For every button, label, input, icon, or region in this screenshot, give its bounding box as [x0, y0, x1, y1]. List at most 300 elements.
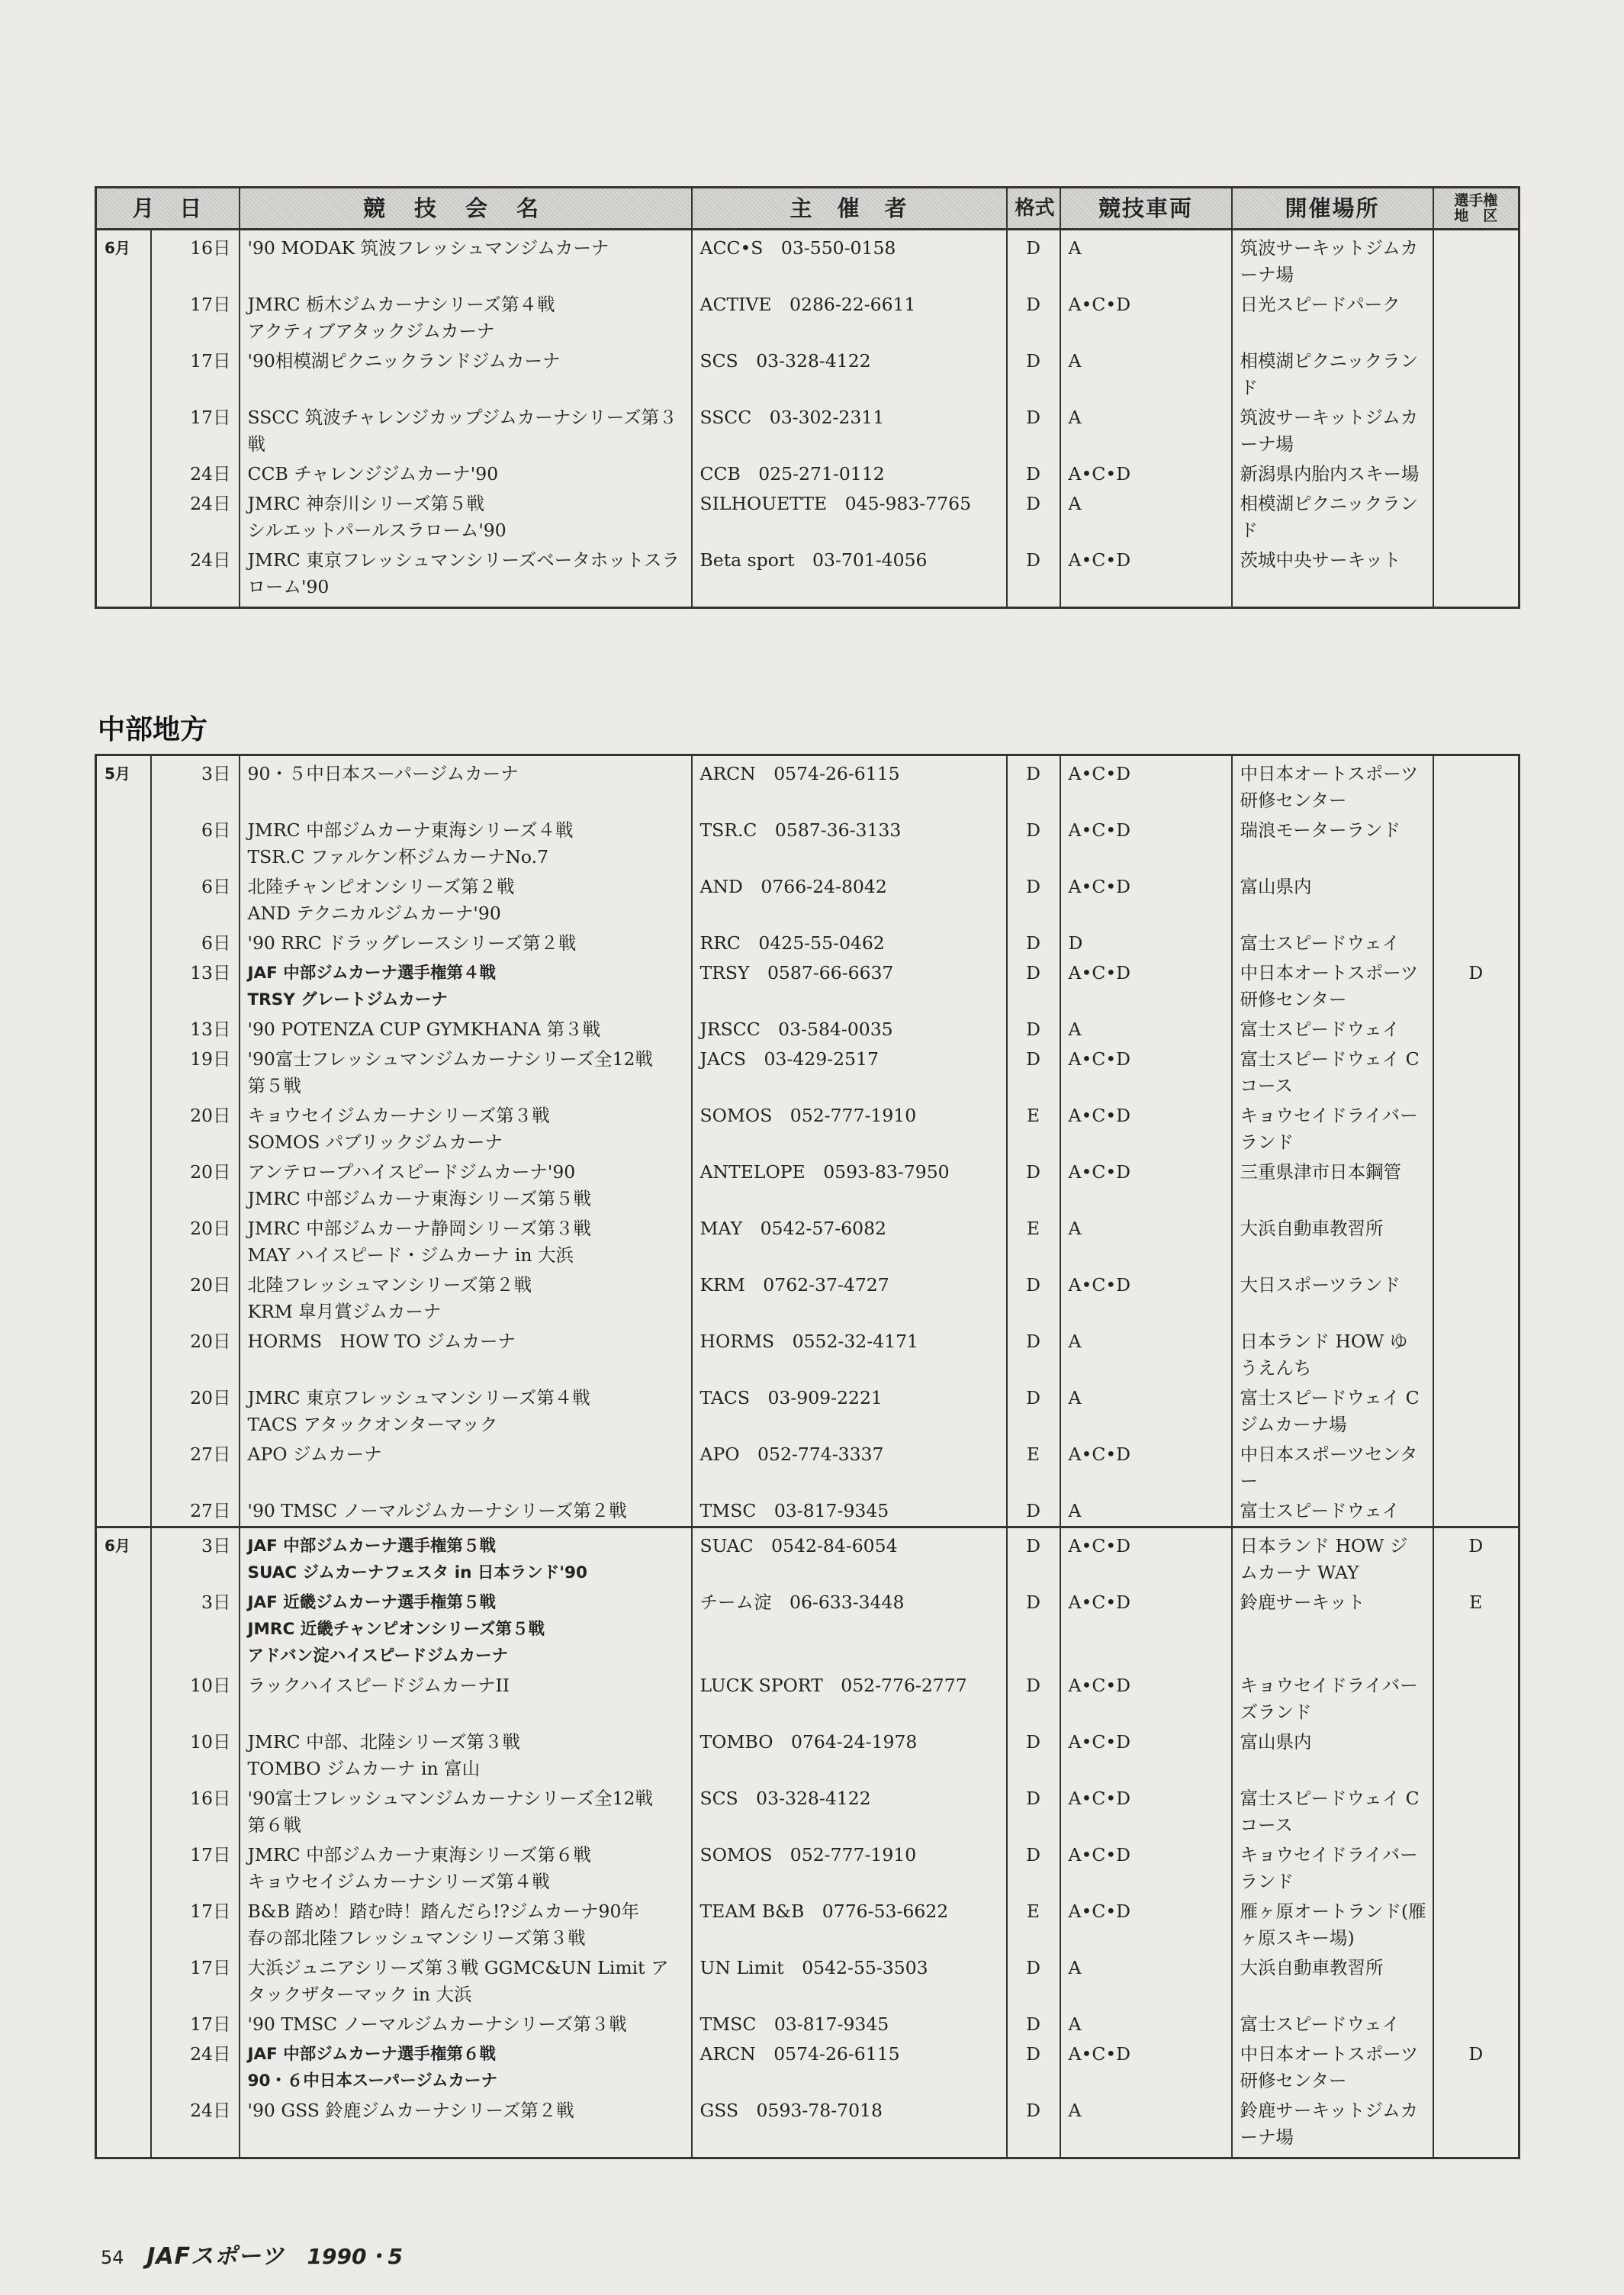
- event-name-cell: [240, 1383, 692, 1440]
- table-row: [96, 489, 1519, 546]
- event-name-cell: [240, 1044, 692, 1101]
- venue-line: 研修センター: [1240, 790, 1347, 811]
- format-cell: D: [1007, 1784, 1060, 1840]
- event-name-line: SOMOS パブリックジムカーナ: [247, 1131, 503, 1153]
- day-cell: 17日: [151, 346, 240, 403]
- event-name-cell: [240, 1784, 692, 1840]
- format-cell: E: [1007, 1214, 1060, 1270]
- championship-region-cell: [1433, 546, 1519, 608]
- venue-cell: [1232, 1953, 1433, 2010]
- organizer-cell: SOMOS 052-777-1910: [692, 1840, 1007, 1897]
- event-name-cell: [240, 1101, 692, 1157]
- event-name-line: '90 RRC ドラッグレースシリーズ第２戦: [247, 932, 577, 954]
- month-cell: [96, 1044, 151, 1101]
- championship-region-cell: D: [1433, 2039, 1519, 2096]
- venue-line: キョウセイドライバー: [1240, 1675, 1418, 1696]
- venue-line: 中日本オートスポーツ: [1240, 2043, 1419, 2065]
- event-name-line: SSCC 筑波チャレンジカップジムカーナシリーズ第３: [247, 407, 677, 428]
- vehicles-cell: D: [1060, 929, 1232, 958]
- championship-region-cell: [1433, 1671, 1519, 1727]
- table-row: [96, 2010, 1519, 2039]
- header-event-name: 競技会名: [240, 188, 692, 230]
- venue-cell: [1232, 1015, 1433, 1044]
- event-name-cell: [240, 958, 692, 1015]
- month-cell: [96, 1157, 151, 1214]
- month-cell: [96, 872, 151, 929]
- venue-line: 日本ランド HOW ジ: [1240, 1535, 1408, 1556]
- venue-line: 相模湖ピクニックラン: [1240, 350, 1419, 372]
- issue-date: 1990・5: [307, 2244, 403, 2269]
- month-cell: [96, 346, 151, 403]
- day-cell: 20日: [151, 1101, 240, 1157]
- header-vehicles: 競技車両: [1060, 188, 1232, 230]
- day-cell: 24日: [151, 546, 240, 608]
- event-name-cell: [240, 1588, 692, 1671]
- month-cell: [96, 459, 151, 489]
- vehicles-cell: A: [1060, 489, 1232, 546]
- month-cell: [96, 1588, 151, 1671]
- vehicles-cell: A: [1060, 1327, 1232, 1383]
- venue-line: 富士スピードウェイ: [1240, 1500, 1400, 1521]
- page-number: 54: [101, 2247, 124, 2268]
- venue-line: ーナ場: [1240, 264, 1294, 285]
- month-cell: [96, 403, 151, 459]
- championship-region-cell: [1433, 1897, 1519, 1953]
- table-row: [96, 816, 1519, 872]
- day-cell: 27日: [151, 1440, 240, 1496]
- event-name-cell: [240, 1496, 692, 1527]
- organizer-cell: ARCN 0574-26-6115: [692, 755, 1007, 816]
- venue-line: 研修センター: [1240, 989, 1347, 1010]
- vehicles-cell: A•C•D: [1060, 1440, 1232, 1496]
- format-cell: D: [1007, 1044, 1060, 1101]
- format-cell: D: [1007, 1527, 1060, 1588]
- schedule-table-kanto: [95, 186, 1520, 609]
- championship-region-cell: [1433, 2010, 1519, 2039]
- month-cell: [96, 816, 151, 872]
- event-name-line: SUAC ジムカーナフェスタ in 日本ランド'90: [247, 1563, 587, 1582]
- organizer-cell: JRSCC 03-584-0035: [692, 1015, 1007, 1044]
- venue-line: 日本ランド HOW ゆ: [1240, 1331, 1408, 1352]
- organizer-cell: TOMBO 0764-24-1978: [692, 1727, 1007, 1784]
- venue-line: ムカーナ WAY: [1240, 1562, 1359, 1583]
- venue-line: コース: [1240, 1075, 1293, 1096]
- day-cell: 10日: [151, 1671, 240, 1727]
- venue-cell: [1232, 958, 1433, 1015]
- table-row: [96, 1383, 1519, 1440]
- format-cell: D: [1007, 1588, 1060, 1671]
- month-cell: 5月: [96, 755, 151, 816]
- vehicles-cell: A•C•D: [1060, 1588, 1232, 1671]
- table-row: [96, 1840, 1519, 1897]
- day-cell: 20日: [151, 1270, 240, 1327]
- day-cell: 3日: [151, 1527, 240, 1588]
- month-cell: [96, 1727, 151, 1784]
- event-name-line: 第５戦: [247, 1075, 301, 1096]
- table-row: [96, 958, 1519, 1015]
- venue-cell: [1232, 1327, 1433, 1383]
- event-name-line: JMRC 中部、北陸シリーズ第３戦: [247, 1731, 520, 1753]
- day-cell: 19日: [151, 1044, 240, 1101]
- venue-line: 富士スピードウェイ C: [1240, 1788, 1420, 1809]
- championship-region-cell: [1433, 1327, 1519, 1383]
- event-name-line: 90・５中日本スーパージムカーナ: [247, 763, 519, 784]
- event-name-line: TSR.C ファルケン杯ジムカーナNo.7: [247, 846, 549, 867]
- table-header-row: [96, 188, 1519, 230]
- organizer-cell: SSCC 03-302-2311: [692, 403, 1007, 459]
- event-name-cell: [240, 1671, 692, 1727]
- event-name-cell: [240, 459, 692, 489]
- vehicles-cell: A•C•D: [1060, 872, 1232, 929]
- venue-line: 富士スピードウェイ: [1240, 1019, 1400, 1040]
- day-cell: 10日: [151, 1727, 240, 1784]
- format-cell: E: [1007, 1101, 1060, 1157]
- table-row: [96, 2039, 1519, 2096]
- event-name-line: '90 POTENZA CUP GYMKHANA 第３戦: [247, 1019, 601, 1040]
- venue-line: ランド: [1240, 1871, 1294, 1892]
- event-name-line: キョウセイジムカーナシリーズ第４戦: [247, 1871, 550, 1892]
- table-row: [96, 459, 1519, 489]
- table-row: [96, 872, 1519, 929]
- vehicles-cell: A: [1060, 1496, 1232, 1527]
- header-region-line2: 地 区: [1454, 208, 1498, 224]
- venue-cell: [1232, 1496, 1433, 1527]
- vehicles-cell: A•C•D: [1060, 1784, 1232, 1840]
- month-cell: [96, 929, 151, 958]
- vehicles-cell: A: [1060, 1214, 1232, 1270]
- page-footer: [101, 2237, 403, 2271]
- venue-cell: [1232, 1784, 1433, 1840]
- organizer-cell: LUCK SPORT 052-776-2777: [692, 1671, 1007, 1727]
- event-name-line: JAF 中部ジムカーナ選手権第４戦: [247, 964, 496, 983]
- organizer-cell: ANTELOPE 0593-83-7950: [692, 1157, 1007, 1214]
- day-cell: 17日: [151, 403, 240, 459]
- day-cell: 24日: [151, 2096, 240, 2158]
- venue-cell: [1232, 1214, 1433, 1270]
- event-name-cell: [240, 1527, 692, 1588]
- format-cell: D: [1007, 403, 1060, 459]
- championship-region-cell: [1433, 1383, 1519, 1440]
- event-name-line: 大浜ジュニアシリーズ第３戦 GGMC&UN Limit ア: [247, 1957, 669, 1978]
- event-name-line: KRM 皐月賞ジムカーナ: [247, 1301, 442, 1322]
- month-cell: [96, 1383, 151, 1440]
- format-cell: D: [1007, 872, 1060, 929]
- championship-region-cell: [1433, 346, 1519, 403]
- event-name-line: B&B 踏め！踏む時！踏んだら!?ジムカーナ90年: [247, 1901, 639, 1922]
- table-row: [96, 1044, 1519, 1101]
- vehicles-cell: A: [1060, 1383, 1232, 1440]
- event-name-line: 北陸フレッシュマンシリーズ第２戦: [247, 1274, 532, 1296]
- venue-line: 富士スピードウェイ: [1240, 2013, 1400, 2035]
- table-row: [96, 1440, 1519, 1496]
- venue-line: 中日本オートスポーツ: [1240, 763, 1419, 784]
- format-cell: D: [1007, 816, 1060, 872]
- organizer-cell: KRM 0762-37-4727: [692, 1270, 1007, 1327]
- venue-line: 研修センター: [1240, 2070, 1347, 2091]
- event-name-cell: [240, 1953, 692, 2010]
- table-row: [96, 1527, 1519, 1588]
- venue-line: 雁ヶ原オートランド(雁: [1240, 1901, 1426, 1922]
- organizer-cell: SCS 03-328-4122: [692, 1784, 1007, 1840]
- format-cell: D: [1007, 1383, 1060, 1440]
- venue-line: ランド: [1240, 1131, 1294, 1153]
- event-name-line: TACS アタックオンターマック: [247, 1414, 498, 1435]
- championship-region-cell: [1433, 1101, 1519, 1157]
- month-cell: 6月: [96, 1527, 151, 1588]
- venue-line: 富士スピードウェイ C: [1240, 1048, 1420, 1070]
- format-cell: E: [1007, 1897, 1060, 1953]
- venue-line: ヶ原スキー場): [1240, 1927, 1355, 1949]
- event-name-line: '90 GSS 鈴鹿ジムカーナシリーズ第２戦: [247, 2100, 574, 2121]
- vehicles-cell: A: [1060, 346, 1232, 403]
- event-name-cell: [240, 872, 692, 929]
- table-row: [96, 1270, 1519, 1327]
- organizer-cell: JACS 03-429-2517: [692, 1044, 1007, 1101]
- vehicles-cell: A•C•D: [1060, 2039, 1232, 2096]
- header-venue: 開催場所: [1232, 188, 1433, 230]
- venue-line: ーナ場: [1240, 2126, 1294, 2148]
- venue-cell: [1232, 546, 1433, 608]
- table-row: [96, 1588, 1519, 1671]
- event-name-cell: [240, 489, 692, 546]
- event-name-cell: [240, 1840, 692, 1897]
- table-row: [96, 1214, 1519, 1270]
- vehicles-cell: A•C•D: [1060, 290, 1232, 346]
- venue-cell: [1232, 230, 1433, 291]
- vehicles-cell: A•C•D: [1060, 958, 1232, 1015]
- day-cell: 16日: [151, 1784, 240, 1840]
- day-cell: 20日: [151, 1214, 240, 1270]
- event-name-cell: [240, 1897, 692, 1953]
- venue-cell: [1232, 459, 1433, 489]
- day-cell: 24日: [151, 2039, 240, 2096]
- organizer-cell: TACS 03-909-2221: [692, 1383, 1007, 1440]
- month-cell: [96, 1784, 151, 1840]
- event-name-line: '90相模湖ピクニックランドジムカーナ: [247, 350, 561, 372]
- vehicles-cell: A: [1060, 1953, 1232, 2010]
- venue-line: 富士スピードウェイ: [1240, 932, 1400, 954]
- event-name-line: '90富士フレッシュマンジムカーナシリーズ全12戦: [247, 1788, 653, 1809]
- venue-cell: [1232, 1588, 1433, 1671]
- month-cell: [96, 1671, 151, 1727]
- venue-line: 三重県津市日本鋼管: [1240, 1161, 1401, 1183]
- section-title-chubu: 中部地方: [98, 714, 208, 745]
- table-row: [96, 290, 1519, 346]
- venue-line: 新潟県内胎内スキー場: [1240, 463, 1420, 484]
- event-name-cell: [240, 1727, 692, 1784]
- venue-line: 中日本オートスポーツ: [1240, 962, 1419, 983]
- format-cell: D: [1007, 1496, 1060, 1527]
- format-cell: D: [1007, 1671, 1060, 1727]
- organizer-cell: AND 0766-24-8042: [692, 872, 1007, 929]
- table-row: [96, 1327, 1519, 1383]
- event-name-line: JMRC 中部ジムカーナ東海シリーズ第６戦: [247, 1844, 592, 1865]
- championship-region-cell: [1433, 816, 1519, 872]
- format-cell: D: [1007, 1727, 1060, 1784]
- format-cell: D: [1007, 1953, 1060, 2010]
- event-name-line: JMRC 中部ジムカーナ静岡シリーズ第３戦: [247, 1218, 592, 1239]
- day-cell: 6日: [151, 816, 240, 872]
- month-cell: [96, 1015, 151, 1044]
- venue-cell: [1232, 816, 1433, 872]
- month-cell: [96, 2096, 151, 2158]
- day-cell: 27日: [151, 1496, 240, 1527]
- venue-cell: [1232, 755, 1433, 816]
- event-name-line: 北陸チャンピオンシリーズ第２戦: [247, 876, 515, 897]
- event-name-line: 戦: [247, 433, 266, 455]
- venue-line: ド: [1240, 377, 1259, 398]
- organizer-cell: TEAM B&B 0776-53-6622: [692, 1897, 1007, 1953]
- month-cell: [96, 489, 151, 546]
- championship-region-cell: [1433, 290, 1519, 346]
- vehicles-cell: A•C•D: [1060, 1671, 1232, 1727]
- venue-line: キョウセイドライバー: [1240, 1844, 1418, 1865]
- event-name-cell: [240, 346, 692, 403]
- table-row: [96, 403, 1519, 459]
- venue-cell: [1232, 1840, 1433, 1897]
- month-cell: [96, 1897, 151, 1953]
- event-name-line: アドバン淀ハイスピードジムカーナ: [247, 1646, 509, 1666]
- format-cell: D: [1007, 546, 1060, 608]
- month-cell: [96, 958, 151, 1015]
- championship-region-cell: [1433, 1840, 1519, 1897]
- magazine-logo: JAFスポーツ: [146, 2243, 285, 2270]
- header-month-day: 月 日: [96, 188, 240, 230]
- venue-cell: [1232, 2096, 1433, 2158]
- format-cell: D: [1007, 755, 1060, 816]
- event-name-cell: [240, 1440, 692, 1496]
- venue-cell: [1232, 1727, 1433, 1784]
- organizer-cell: GSS 0593-78-7018: [692, 2096, 1007, 2158]
- championship-region-cell: [1433, 1496, 1519, 1527]
- organizer-cell: CCB 025-271-0112: [692, 459, 1007, 489]
- venue-cell: [1232, 2039, 1433, 2096]
- championship-region-cell: [1433, 230, 1519, 291]
- organizer-cell: TMSC 03-817-9345: [692, 1496, 1007, 1527]
- format-cell: D: [1007, 1327, 1060, 1383]
- organizer-cell: UN Limit 0542-55-3503: [692, 1953, 1007, 2010]
- venue-cell: [1232, 872, 1433, 929]
- event-name-line: JAF 中部ジムカーナ選手権第５戦: [247, 1537, 496, 1556]
- event-name-line: ラックハイスピードジムカーナII: [247, 1675, 510, 1696]
- venue-cell: [1232, 2010, 1433, 2039]
- event-name-line: '90 MODAK 筑波フレッシュマンジムカーナ: [247, 237, 609, 259]
- venue-line: 大日スポーツランド: [1240, 1274, 1401, 1296]
- event-name-line: シルエットパールスラローム'90: [247, 520, 506, 541]
- organizer-cell: ACTIVE 0286-22-6611: [692, 290, 1007, 346]
- day-cell: 17日: [151, 1953, 240, 2010]
- event-name-cell: [240, 1327, 692, 1383]
- table-row: [96, 1953, 1519, 2010]
- day-cell: 6日: [151, 929, 240, 958]
- vehicles-cell: A•C•D: [1060, 1044, 1232, 1101]
- format-cell: D: [1007, 929, 1060, 958]
- event-name-line: JMRC 中部ジムカーナ東海シリーズ第５戦: [247, 1188, 592, 1209]
- organizer-cell: RRC 0425-55-0462: [692, 929, 1007, 958]
- table-row: [96, 755, 1519, 816]
- month-cell: [96, 1440, 151, 1496]
- format-cell: D: [1007, 290, 1060, 346]
- venue-cell: [1232, 1527, 1433, 1588]
- month-cell: 6月: [96, 230, 151, 291]
- vehicles-cell: A: [1060, 230, 1232, 291]
- venue-line: 鈴鹿サーキット: [1240, 1592, 1365, 1613]
- event-name-cell: [240, 2010, 692, 2039]
- format-cell: D: [1007, 346, 1060, 403]
- venue-line: 鈴鹿サーキットジムカ: [1240, 2100, 1419, 2121]
- championship-region-cell: [1433, 1727, 1519, 1784]
- venue-line: 中日本スポーツセンタ: [1240, 1444, 1418, 1465]
- month-cell: [96, 1953, 151, 2010]
- event-name-cell: [240, 230, 692, 291]
- event-name-cell: [240, 403, 692, 459]
- organizer-cell: SCS 03-328-4122: [692, 346, 1007, 403]
- month-cell: [96, 1327, 151, 1383]
- championship-region-cell: [1433, 755, 1519, 816]
- vehicles-cell: A•C•D: [1060, 1527, 1232, 1588]
- month-cell: [96, 290, 151, 346]
- day-cell: 17日: [151, 1897, 240, 1953]
- venue-cell: [1232, 489, 1433, 546]
- venue-cell: [1232, 346, 1433, 403]
- day-cell: 3日: [151, 1588, 240, 1671]
- day-cell: 6日: [151, 872, 240, 929]
- day-cell: 20日: [151, 1383, 240, 1440]
- event-name-cell: [240, 1015, 692, 1044]
- table-row: [96, 1897, 1519, 1953]
- event-name-line: 第６戦: [247, 1814, 301, 1836]
- championship-region-cell: D: [1433, 958, 1519, 1015]
- championship-region-cell: [1433, 1953, 1519, 2010]
- event-name-line: 春の部北陸フレッシュマンシリーズ第３戦: [247, 1927, 586, 1949]
- organizer-cell: MAY 0542-57-6082: [692, 1214, 1007, 1270]
- venue-line: コース: [1240, 1814, 1293, 1836]
- organizer-cell: Beta sport 03-701-4056: [692, 546, 1007, 608]
- day-cell: 13日: [151, 958, 240, 1015]
- table-row: [96, 1496, 1519, 1527]
- event-name-line: アンテロープハイスピードジムカーナ'90: [247, 1161, 576, 1183]
- format-cell: D: [1007, 2010, 1060, 2039]
- vehicles-cell: A: [1060, 403, 1232, 459]
- championship-region-cell: D: [1433, 1527, 1519, 1588]
- event-name-cell: [240, 2039, 692, 2096]
- header-organizer: 主 催 者: [692, 188, 1007, 230]
- venue-line: ド: [1240, 520, 1259, 541]
- month-cell: [96, 1214, 151, 1270]
- table-row: [96, 1015, 1519, 1044]
- venue-line: キョウセイドライバー: [1240, 1105, 1418, 1126]
- vehicles-cell: A•C•D: [1060, 1270, 1232, 1327]
- championship-region-cell: [1433, 1440, 1519, 1496]
- organizer-cell: SUAC 0542-84-6054: [692, 1527, 1007, 1588]
- event-name-line: アクティブアタックジムカーナ: [247, 320, 495, 342]
- format-cell: D: [1007, 459, 1060, 489]
- event-name-line: AND テクニカルジムカーナ'90: [247, 903, 501, 924]
- vehicles-cell: A: [1060, 2096, 1232, 2158]
- organizer-cell: APO 052-774-3337: [692, 1440, 1007, 1496]
- day-cell: 17日: [151, 2010, 240, 2039]
- venue-line: 日光スピードパーク: [1240, 294, 1400, 315]
- month-cell: [96, 1101, 151, 1157]
- event-name-line: キョウセイジムカーナシリーズ第３戦: [247, 1105, 550, 1126]
- event-name-line: JAF 近畿ジムカーナ選手権第５戦: [247, 1593, 496, 1612]
- event-name-cell: [240, 816, 692, 872]
- vehicles-cell: A•C•D: [1060, 459, 1232, 489]
- championship-region-cell: [1433, 1157, 1519, 1214]
- venue-line: ー: [1240, 1470, 1258, 1492]
- day-cell: 16日: [151, 230, 240, 291]
- event-name-line: ローム'90: [247, 576, 330, 597]
